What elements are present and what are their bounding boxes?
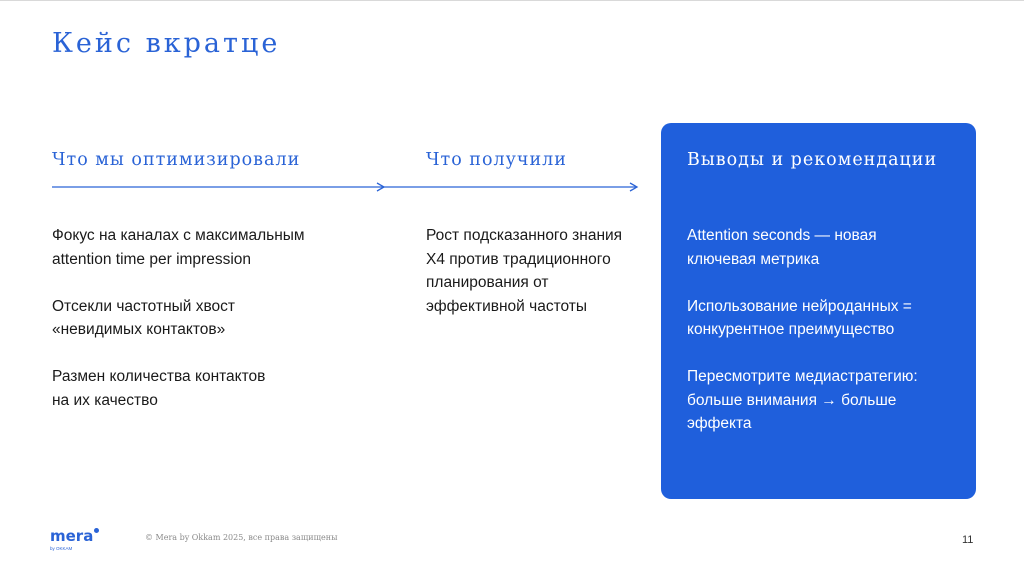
list-item: Отсекли частотный хвост «невидимых контактов»	[52, 297, 236, 338]
column-heading-optimized: Что мы оптимизировали	[52, 150, 301, 170]
logo-dot-icon	[94, 528, 99, 533]
list-item: Attention seconds — новая ключевая метрика	[687, 227, 877, 268]
list-item: Фокус на каналах с максимальным attention time per impression	[52, 227, 305, 268]
list-item: Рост подсказанного знания Х4 против традиционного планирования от эффективной частоты	[426, 227, 623, 315]
page-number: 11	[962, 534, 974, 546]
column-heading-recommendations: Выводы и рекомендации	[687, 150, 938, 170]
slide-title: Кейс вкратце	[52, 28, 281, 59]
list-item: Использование нейроданных = конкурентное преимущество	[687, 297, 912, 338]
column-body-recommendations	[687, 224, 918, 459]
list-item: Размен количества контактов на их качество	[52, 368, 266, 409]
column-heading-results: Что получили	[426, 150, 567, 170]
arrow-right-icon	[52, 183, 384, 191]
list-item: Пересмотрите медиастратегию: больше внимания → больше эффекта	[687, 368, 918, 432]
logo-subtitle: by OKKAM	[50, 546, 73, 551]
mera-logo	[50, 528, 99, 552]
recommendations-card	[661, 123, 976, 499]
copyright-text: © Mera by Okkam 2025, все права защищены	[145, 533, 338, 542]
logo-wordmark: mera	[50, 527, 94, 545]
arrow-right-icon	[384, 183, 637, 191]
